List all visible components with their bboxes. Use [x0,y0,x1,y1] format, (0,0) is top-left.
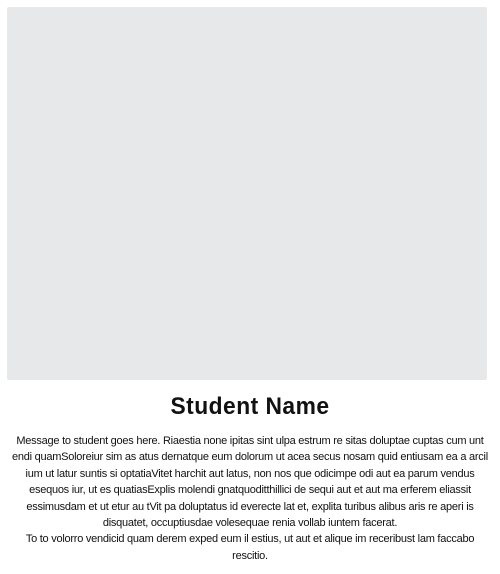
photo-placeholder [7,7,487,380]
message-paragraph: Message to student goes here. Riaestia none ipitas sint ulpa estrum re sitas doluptae cuptas cum unt endi quamSoloreiur sim as atus dernatque eum dolorum ut acea secus nosam quid entiusam ea a arcil ium ut latur suntis si optatiaVitet harchit aut latus, non nos que odicimpe odi aut ea parum vendus esequos iur, ut es quatiasExplis molendi gnatquoditthillici de sequi aut et aut ma erferem eliassit essimusdam et ut etur au tVit pa doluptatus id everecte lat et, explita turibus alibus aris re aperi is disquatet, occuptiusdae volesequae renia vollab iuntem facerat. [12,435,488,530]
student-message [12,433,488,564]
student-name-heading: Student Name [170,393,330,420]
message-paragraph: To to volorro vendicid quam derem exped eum il estius, ut aut et alique im receribust lam faccabo rescitio. [25,533,475,562]
